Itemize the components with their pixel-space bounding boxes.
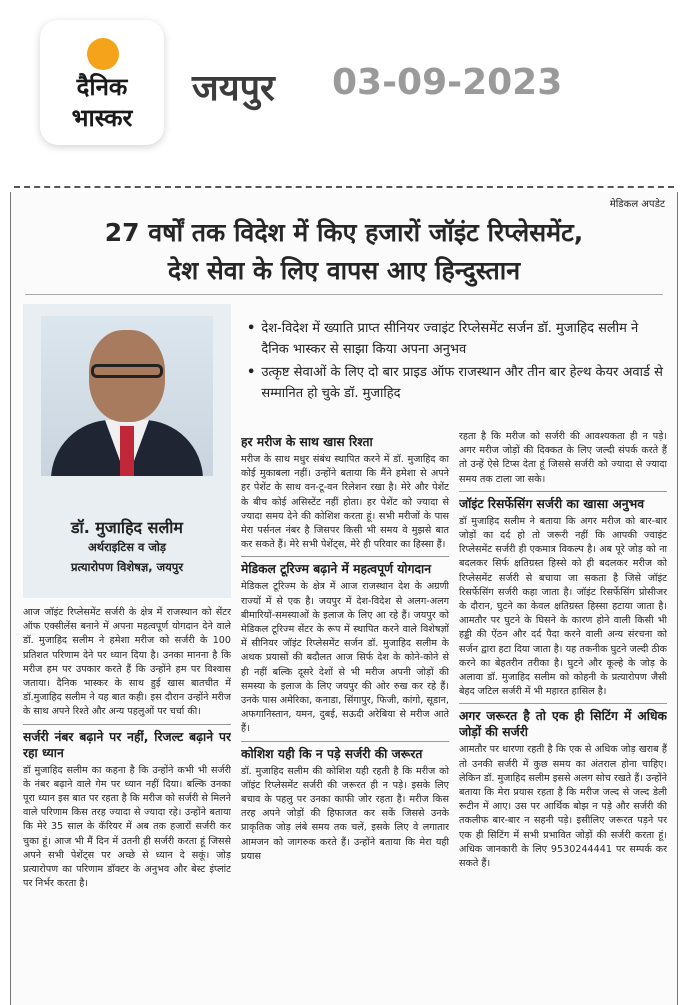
doctor-profile-card — [23, 304, 231, 598]
article-column-3 — [459, 430, 667, 1002]
dainik-bhaskar-logo — [40, 20, 164, 145]
subheading: कोशिश यही कि न पड़े सर्जरी की जरूरत — [241, 746, 423, 761]
paragraph: डॉ मुजाहिद सलीम ने बताया कि अगर मरीज को बार-बार जोड़ों का दर्द हो तो जरूरी नहीं कि आपकी ज्वाइंट रिप्लेसमेंट सर्जरी ही एकमात्र विकल्प है। अब पूरे जोड़ को ना बदलकर सिर्फ क्षतिग्रस्त हिस्से को ही बदलकर मरीज को रिप्लेसमेंट सर्जरी से बचाया जा सकता है जिसे जॉइंट रिसर्फेसिंग सर्जरी कहा जाता है। जॉइंट रिसर्फेसिंग प्रोसीजर के दौरान, घुटने का केवल क्षतिग्रस्त हिस्सा हटाया जाता है। आमतौर पर घुटने के घिसने के कारण होने वाली किसी भी हड्डी की ऐंठन और दर्द पैदा करने वाली अन्य संरचना को सर्जन द्वारा हटा दिया जाता है। यह तकनीक घुटने जल्दी ठीक करने का बेहतरीन तरीका है। घुटने और कूल्हे के जोड़ के अलावा डॉ. मुजाहिद सलीम को कोहनी के प्रत्यारोपण जैसी बेहद जटिल सर्जरी में भी महारत हासिल है। — [459, 515, 667, 698]
highlight-bullet — [247, 362, 667, 404]
headline-divider — [25, 294, 663, 295]
article-headline — [25, 214, 663, 290]
paragraph: आमतौर पर धारणा रहती है कि एक से अधिक जोड़ खराब हैं तो उनकी सर्जरी में कुछ समय का अंतराल होना चाहिए। लेकिन डॉ. मुजाहिद सलीम इससे अलग सोच रखते हैं। उन्होंने बताया कि मेरा प्रयास रहता है कि मरीज जल्द से जल्द डेली रूटीन में आए। उस पर आर्थिक बोझ न पड़े और सर्जरी की तकलीफ बार-बार न सहनी पड़े। इसीलिए जरूरत पड़ने पर एक ही सिटिंग में सभी प्रभावित जोड़ों की सर्जरी करता हूं। अधिक जानकारी के लिए 9530244441 पर सम्पर्क कर सकते हैं। — [459, 744, 667, 870]
highlight-text: उत्कृष्ट सेवाओं के लिए दो बार प्राइड ऑफ राजस्थान और तीन बार हेल्थ केयर अवार्ड से सम्मानित हो चुके डॉ. मुजाहिद — [261, 365, 663, 401]
column-divider — [459, 491, 667, 492]
article-column-2 — [241, 430, 449, 1002]
newspaper-clipping — [10, 192, 678, 1005]
tie-shape — [120, 426, 134, 476]
paragraph: डॉ. मुजाहिद सलीम की कोशिश यही रहती है कि मरीज को जॉइंट रिप्लेसमेंट सर्जरी की जरूरत ही न पड़े। इसके लिए बचाव के पहलु पर उनका काफी जोर रहता है। मरीज किस तरह अपने जोड़ों की हिफाजत कर सकें जिससे उनके प्राकृतिक जोड़ लंबे समय तक चलें, इसके लिए वे लगातार आमजन को जागरुक करते हैं। उन्होंने बताया कि मेरा यही प्रयास — [241, 765, 449, 862]
paragraph: आज जॉइंट रिप्लेसमेंट सर्जरी के क्षेत्र में राजस्थान को सेंटर ऑफ एक्सीलेंस बनाने में अपना महत्वपूर्ण योगदान देने वाले डॉ. मुजाहिद सलीम ने हमेशा मरीज को सर्जरी के 100 प्रतिशत परिणाम देने पर ध्यान दिया है। उनका मानना है कि मरीज हम पर उपकार करते हैं कि उन्होंने हम पर विश्वास जताया। दैनिक भास्कर के साथ हुई खास बातचीत में डॉ.मुजाहिद सलीम ने यह बात कही। इस दौरान उन्होंने मरीज के साथ अपने रिश्ते और अन्य पहलुओं पर चर्चा की। — [23, 607, 231, 718]
doctor-title-line1: अर्थराइटिस व जोड़ — [87, 540, 167, 554]
paragraph: मेडिकल टूरिज्म के क्षेत्र में आज राजस्थान देश के अग्रणी राज्यों में से एक है। जयपुर में देश-विदेश से अलग-अलग बीमारियों-समस्याओं के इलाज के लिए आ रहे हैं। जयपुर को मेडिकल टूरिज्म सेंटर के रूप में स्थापित करने वाले विशेषज्ञों में सीनियर जॉइंट रिप्लेसमेंट सर्जन डॉ. मुजाहिद सलीम के अथक प्रयासों की बदौलत आज सिर्फ देश के कोने-कोने से ही नहीं बल्कि दूसरे देशों से भी मरीज अपनी जोड़ों की समस्या के इलाज के लिए जयपुर की ओर रुख कर रहे हैं। उनके पास अमेरिका, कनाडा, सिंगापुर, फिजी, कांगो, सूडान, अफगानिस्तान, यमन, दुबई, सऊदी अरेबिया से मरीज आते हैं। — [241, 581, 449, 735]
edition-date: 03-09-2023 — [332, 62, 563, 103]
column-divider — [241, 741, 449, 742]
highlight-text: देश-विदेश में ख्याति प्राप्त सीनियर ज्वाइंट रिप्लेसमेंट सर्जन डॉ. मुजाहिद सलीम ने दैनिक भास्कर से साझा किया अपना अनुभव — [261, 321, 639, 357]
paragraph: डॉ मुजाहिद सलीम का कहना है कि उन्होंने कभी भी सर्जरी के नंबर बढ़ाने वाले गेम पर ध्यान नहीं दिया। बल्कि उनका पूरा ध्यान इस बात पर रहता है कि मरीज को सर्जरी से मिलने वाले परिणाम किस तरह ज्यादा से ज्यादा रहे। उन्होंने बताया कि मेरे 35 साल के कॅरियर में अब तक हजारों सर्जरी कर चुका हूं। आज भी मैं दिन में उतनी ही सर्जरी करता हूं जिससे अपने सभी पेशेंट्स पर अच्छे से ध्यान दे सकूं। जोड़ प्रत्यारोपण का परिणाम डॉक्टर के अनुभव और बेस्ट इंप्लांट पर निर्भर करता है। — [23, 764, 231, 890]
subheading: हर मरीज के साथ खास रिश्ता — [241, 435, 373, 449]
section-tag: मेडिकल अपडेट — [609, 199, 665, 210]
column-divider — [459, 703, 667, 704]
headline-line2: देश सेवा के लिए वापस आए हिन्दुस्तान — [167, 256, 521, 285]
subheading: अगर जरूरत है तो एक ही सिटिंग में अधिक जोड़ों की सर्जरी — [459, 709, 667, 740]
logo-text-line1: दैनिक — [76, 73, 128, 101]
article-column-1 — [23, 606, 231, 1002]
headline-line1: 27 वर्षों तक विदेश में किए हजारों जॉइंट रिप्लेसमेंट, — [104, 218, 584, 247]
bullet-dot-icon: • — [247, 321, 256, 336]
paragraph: मरीज के साथ मधुर संबंध स्थापित करने में डॉ. मुजाहिद का कोई मुकाबला नहीं। उन्होंने बताया कि मैंने हमेशा से अपने हर पेशेंट के साथ वन-टू-वन रिलेशन रखा है। मेरे और पेशेंट के बीच कोई असिस्टेंट नहीं होता। हर पेशेंट को ज्यादा से ज्यादा समय देने की कोशिश करता हूं। सभी मरीजों के पास मेरा पर्सनल नंबर है जिसपर किसी भी समय वे मुझसे बात कर सकते हैं। मेरे सभी पेशेंट्स, मेरे ही परिवार का हिस्सा हैं। — [241, 454, 449, 551]
highlight-bullets — [247, 318, 667, 406]
glasses-shape — [91, 364, 163, 378]
subheading: मेडिकल टूरिज्म बढ़ाने में महत्वपूर्ण योगदान — [241, 562, 432, 577]
paragraph: रहता है कि मरीज को सर्जरी की आवश्यकता ही न पड़े। अगर मरीज जोड़ों की दिक्कत के लिए जल्दी संपर्क करते हैं तो उन्हें ऐसे टिप्स देता हूं जिससे सर्जरी को ज्यादा से ज्यादा समय तक टाला जा सके। — [459, 431, 667, 485]
bullet-dot-icon: • — [247, 365, 256, 380]
column-divider — [241, 556, 449, 557]
doctor-name: डॉ. मुजाहिद सलीम — [70, 518, 184, 537]
sun-icon — [87, 38, 119, 70]
subheading: सर्जरी नंबर बढ़ाने पर नहीं, रिजल्ट बढ़ाने पर रहा ध्यान — [23, 729, 231, 760]
column-divider — [23, 724, 231, 725]
logo-text-line2: भास्कर — [71, 104, 133, 132]
page-header — [0, 0, 688, 190]
city-label: जयपुर — [192, 68, 275, 109]
subheading: जॉइंट रिसर्फेसिंग सर्जरी का खासा अनुभव — [459, 496, 645, 511]
doctor-photo — [41, 316, 213, 476]
highlight-bullet — [247, 318, 667, 360]
cut-line-divider — [14, 186, 674, 188]
doctor-title-line2: प्रत्यारोपण विशेषज्ञ, जयपुर — [70, 560, 184, 574]
